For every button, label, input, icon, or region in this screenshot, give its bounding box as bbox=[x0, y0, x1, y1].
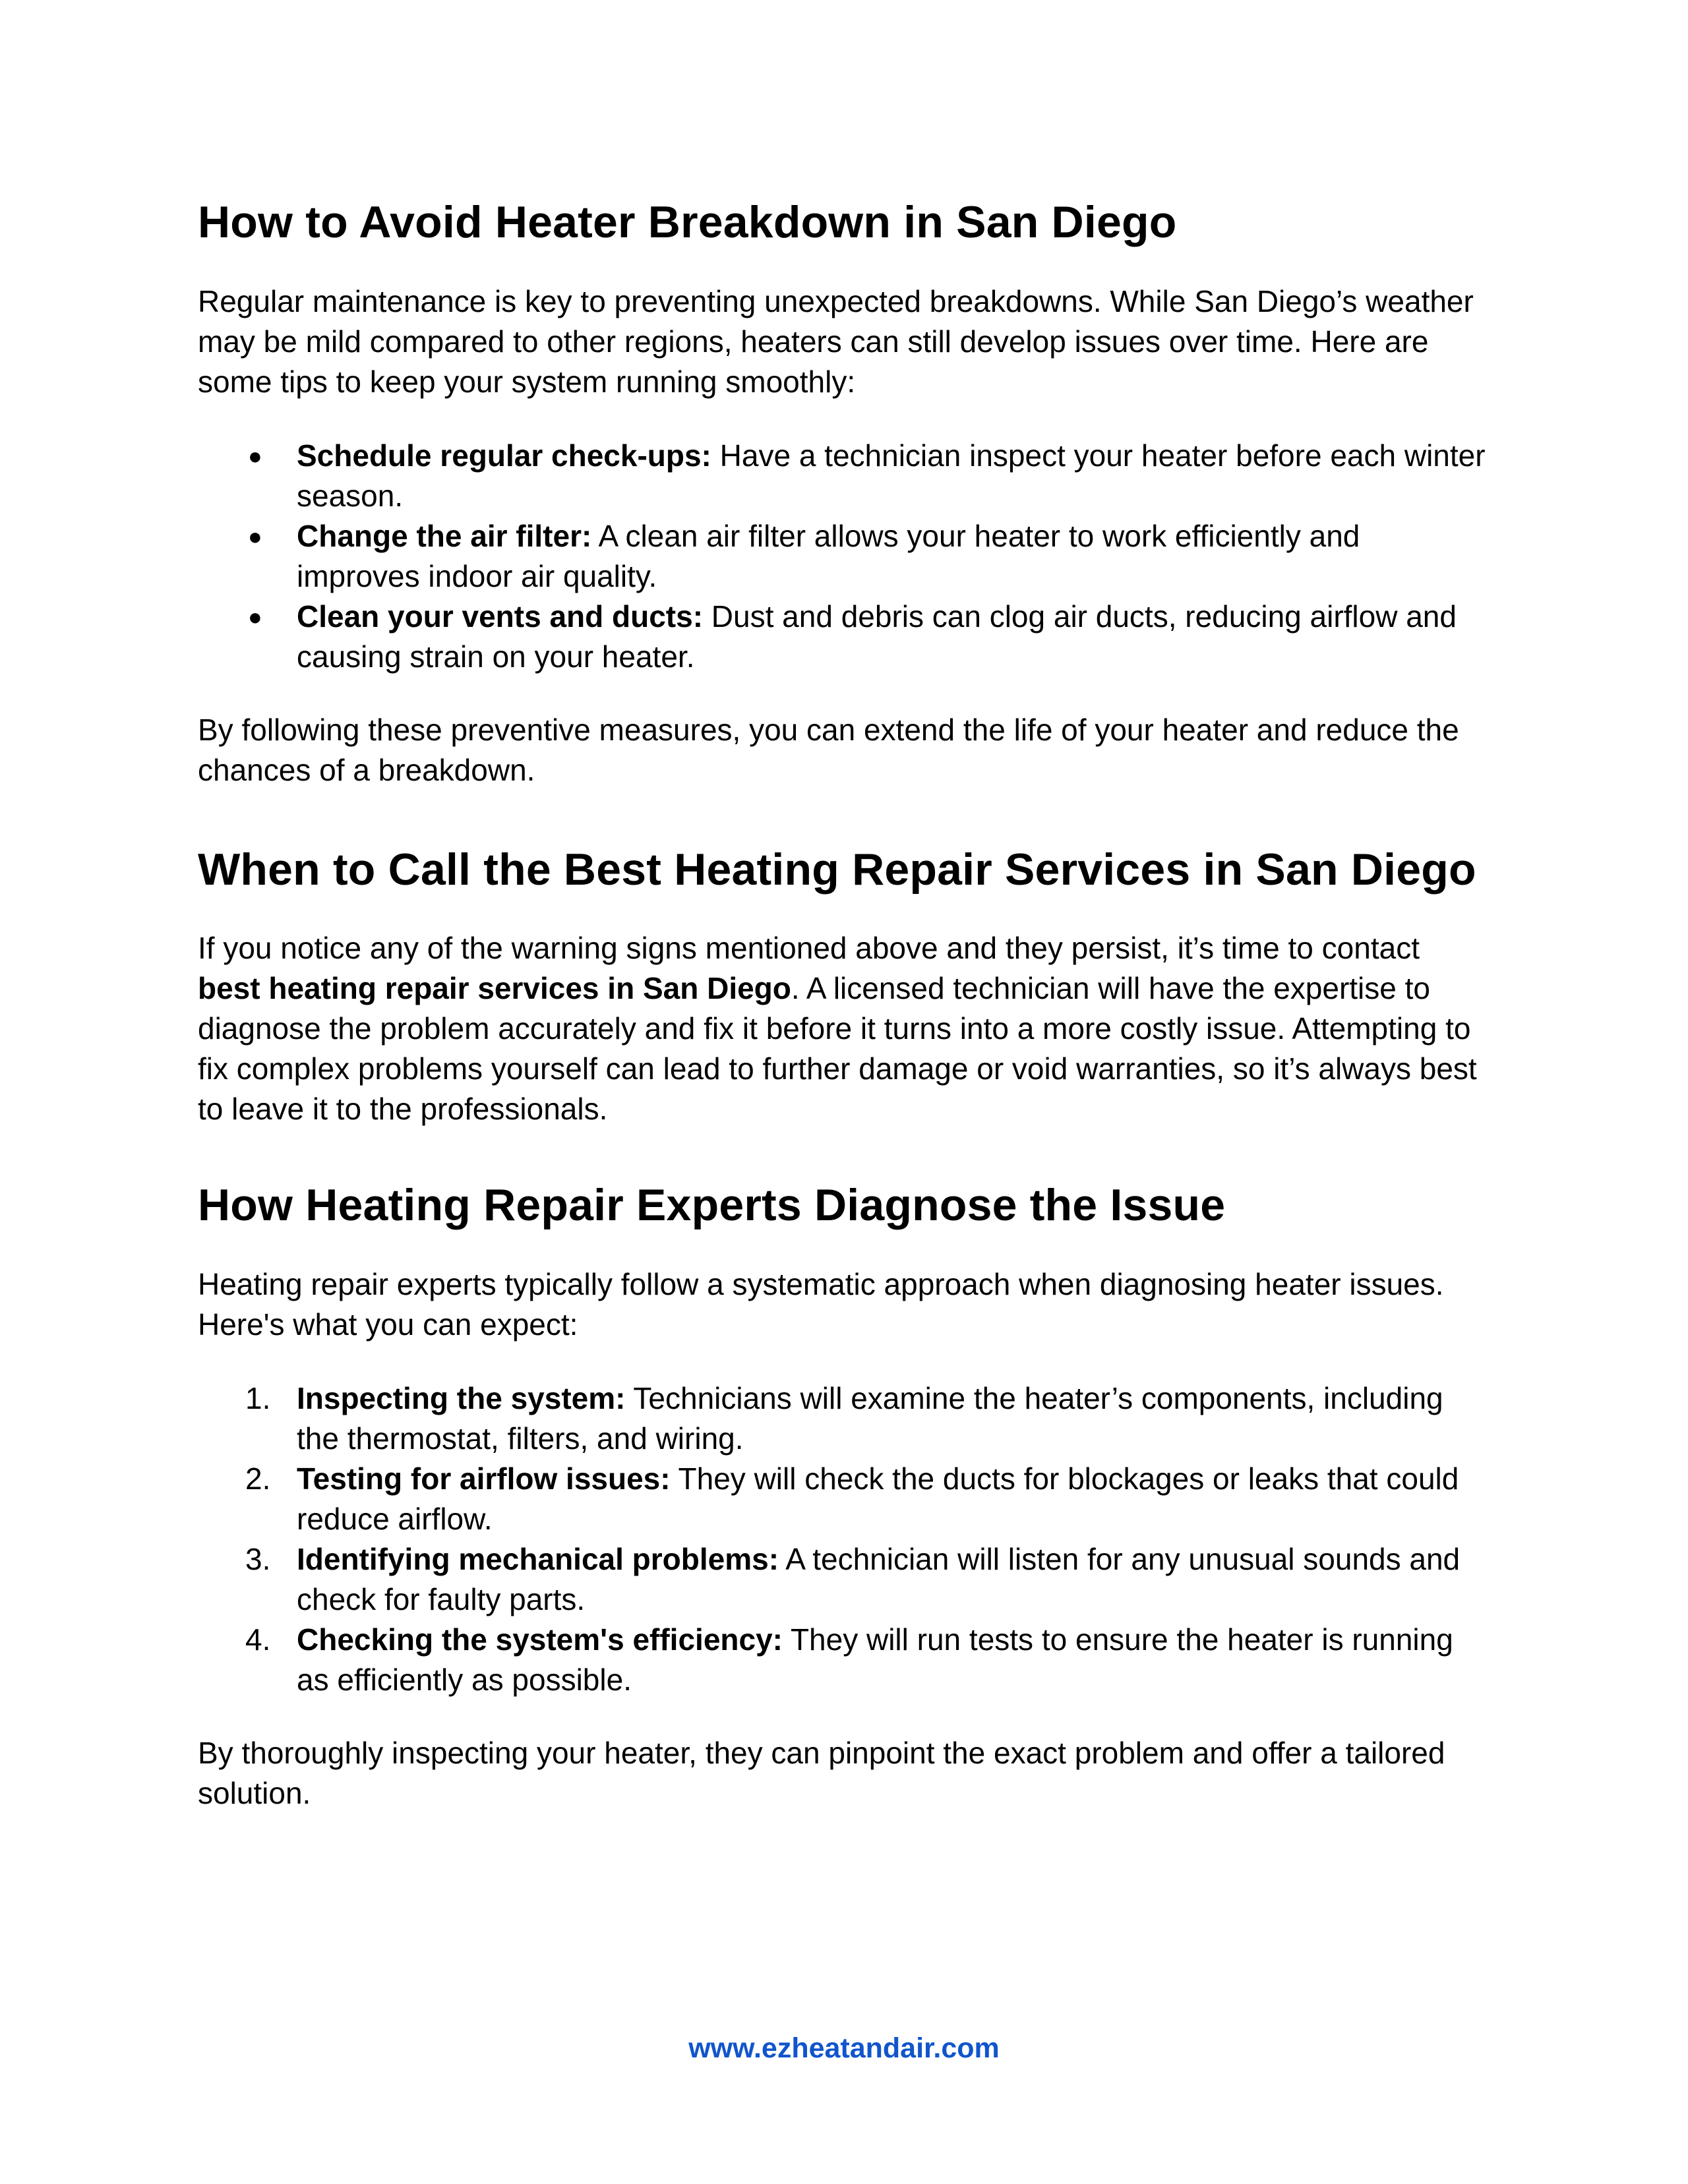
paragraph-diagnose-outro: By thoroughly inspecting your heater, they can pinpoint the exact problem and offer a tailored solution. bbox=[198, 1736, 1445, 1810]
tips-list bbox=[198, 436, 1490, 677]
list-number: 3. bbox=[245, 1542, 271, 1576]
heading-avoid-breakdown: How to Avoid Heater Breakdown in San Diego bbox=[198, 197, 1177, 247]
list-item bbox=[198, 1459, 1490, 1539]
step-text: A technician will listen for any unusual sounds and check for faulty parts. bbox=[297, 1542, 1461, 1616]
list-item bbox=[198, 1539, 1490, 1620]
tip-text: A clean air filter allows your heater to work efficiently and improves indoor air quality. bbox=[297, 519, 1360, 593]
bullet-icon: ● bbox=[248, 523, 262, 550]
paragraph-diagnose-intro: Heating repair experts typically follow a systematic approach when diagnosing heater issues. Here's what you can expect: bbox=[198, 1267, 1444, 1342]
tip-label: Change the air filter: bbox=[297, 519, 592, 553]
list-item bbox=[198, 597, 1490, 677]
step-text: They will check the ducts for blockages or leaks that could reduce airflow. bbox=[297, 1461, 1459, 1536]
heading-when-to-call: When to Call the Best Heating Repair Services in San Diego bbox=[198, 844, 1476, 895]
list-item bbox=[198, 436, 1490, 516]
bullet-icon: ● bbox=[248, 442, 262, 469]
website-link[interactable]: www.ezheatandair.com bbox=[688, 2032, 1000, 2064]
step-text: They will run tests to ensure the heater is running as efficiently as possible. bbox=[297, 1622, 1453, 1697]
bold-keyword: best heating repair services in San Diego bbox=[198, 971, 791, 1005]
tip-text: Have a technician inspect your heater before each winter season. bbox=[297, 438, 1486, 513]
tip-label: Clean your vents and ducts: bbox=[297, 599, 704, 634]
list-number: 2. bbox=[245, 1461, 271, 1496]
step-label: Inspecting the system: bbox=[297, 1381, 626, 1415]
tip-label: Schedule regular check-ups: bbox=[297, 438, 711, 473]
steps-list bbox=[198, 1378, 1490, 1700]
list-number: 1. bbox=[245, 1381, 271, 1415]
step-label: Checking the system's efficiency: bbox=[297, 1622, 783, 1657]
paragraph-preventive-outro: By following these preventive measures, you can extend the life of your heater and reduce the chances of a breakdown. bbox=[198, 713, 1459, 787]
tip-text: Dust and debris can clog air ducts, reducing airflow and causing strain on your heater. bbox=[297, 599, 1457, 674]
bullet-icon: ● bbox=[248, 603, 262, 630]
step-text: Technicians will examine the heater’s components, including the thermostat, filters, and wiring. bbox=[297, 1381, 1443, 1456]
list-item bbox=[198, 1378, 1490, 1459]
paragraph-text-start: If you notice any of the warning signs mentioned above and they persist, it’s time to contact bbox=[198, 931, 1420, 965]
paragraph-text-end: . A licensed technician will have the expertise to diagnose the problem accurately and fix it before it turns into a more costly issue. Attempting to fix complex problems yourself can lead to further damage or void warranties, so it’s always best to leave it to the professionals. bbox=[198, 971, 1477, 1126]
paragraph-maintenance-intro: Regular maintenance is key to preventing unexpected breakdowns. While San Diego’s weather may be mild compared to other regions, heaters can still develop issues over time. Here are some tips to keep your system running smoothly: bbox=[198, 284, 1474, 399]
list-number: 4. bbox=[245, 1622, 271, 1657]
step-label: Testing for airflow issues: bbox=[297, 1461, 671, 1496]
heading-how-experts-diagnose: How Heating Repair Experts Diagnose the Issue bbox=[198, 1180, 1226, 1230]
document-page bbox=[198, 191, 1490, 1814]
list-item bbox=[198, 516, 1490, 597]
paragraph-warning-signs bbox=[198, 928, 1490, 1129]
list-item bbox=[198, 1620, 1490, 1700]
step-label: Identifying mechanical problems: bbox=[297, 1542, 779, 1576]
